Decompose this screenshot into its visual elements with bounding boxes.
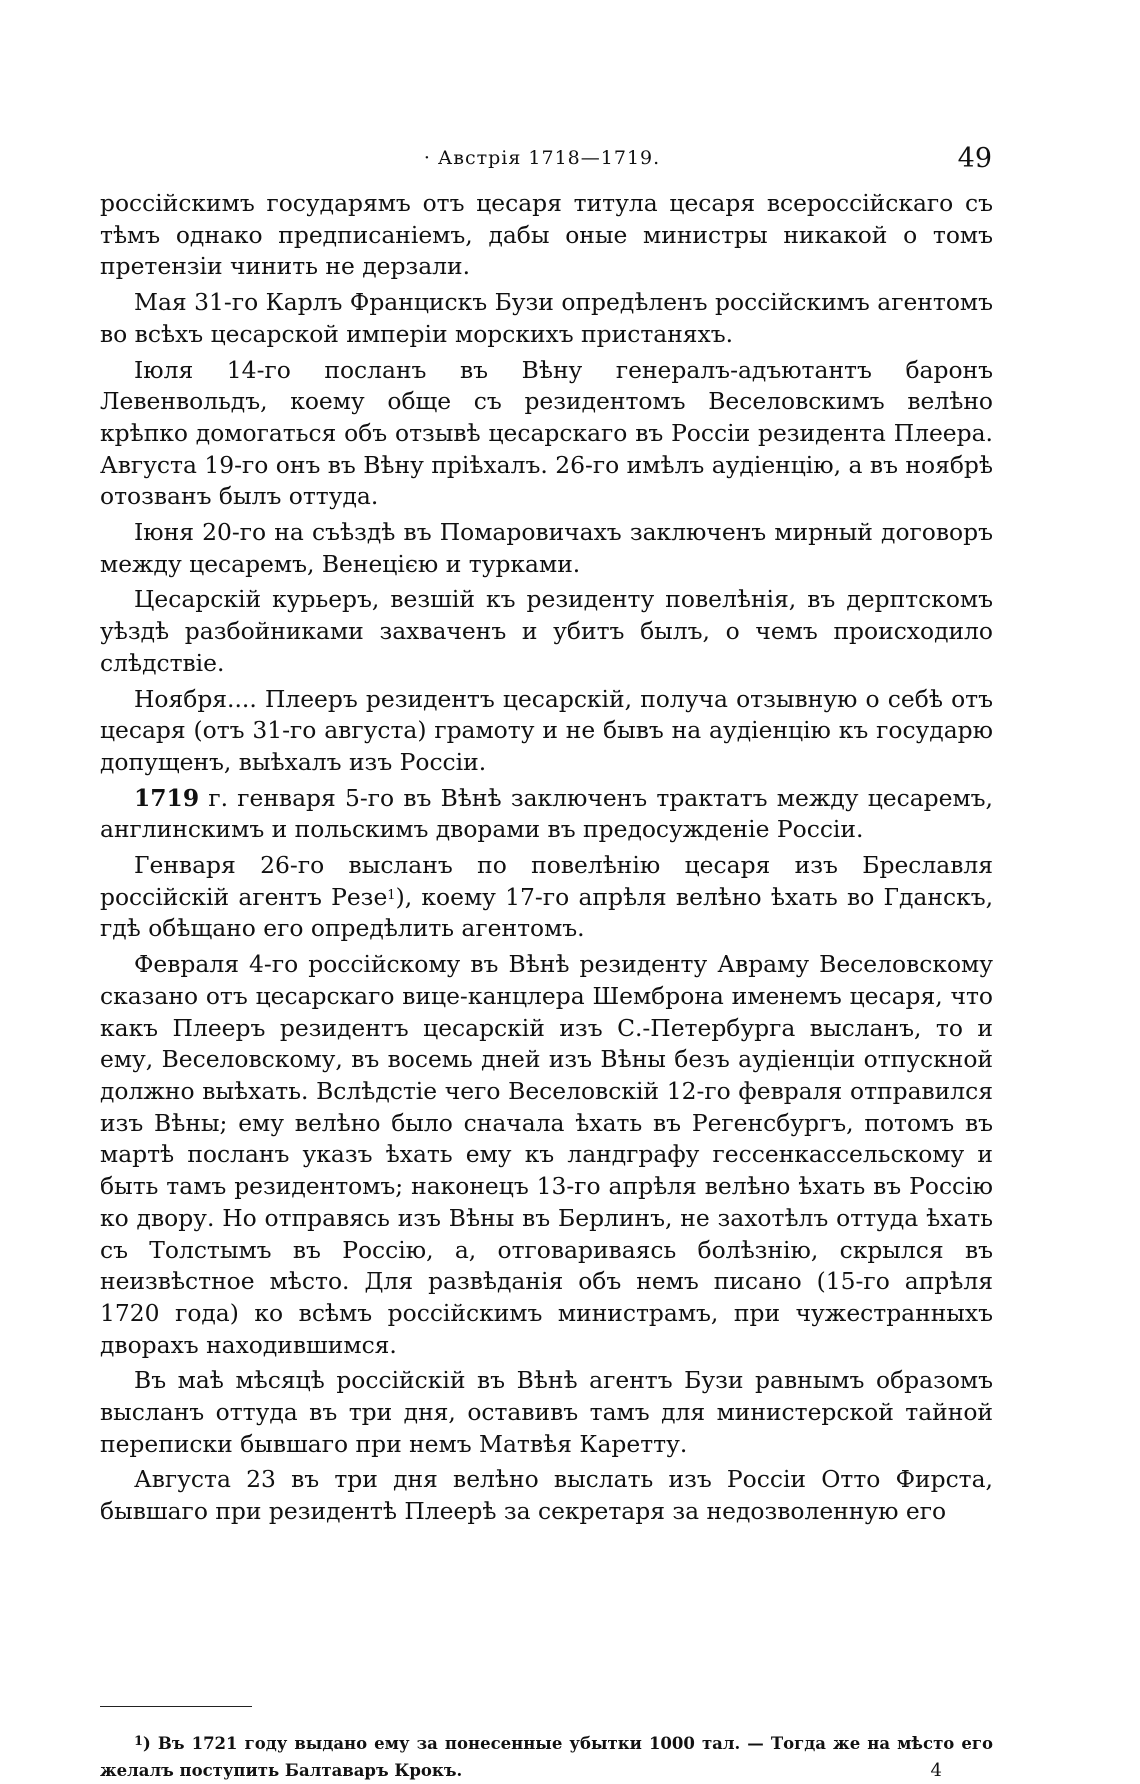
paragraph: Мая 31-го Карлъ Францискъ Бузи опредѣленъ россійскимъ агентомъ во всѣхъ цесарской имперіи морскихъ пристаняхъ. [100, 288, 993, 348]
page-number: 49 [957, 143, 992, 174]
signature-mark: 4 [930, 1760, 942, 1781]
paragraph: Августа 23 въ три дня велѣно выслать изъ Россіи Отто Фирста, бывшаго при резидентѣ Плеерѣ за секретаря за недозволенную его [100, 1465, 993, 1526]
paragraph: россійскимъ государямъ отъ цесаря титула цесаря всероссійскаго съ тѣмъ однако предписаніемъ, дабы оные министры никакой о томъ претензіи чинить не дерзали. [100, 189, 993, 281]
paragraph-text: ), коему 17-го апрѣля велѣно ѣхать во Гданскъ, гдѣ обѣщано его опредѣлить агентомъ. [100, 882, 994, 943]
year-label: 1719 [134, 783, 200, 812]
running-title: · Австрія 1718—1719. [423, 147, 661, 169]
paragraph-1719 [100, 783, 993, 846]
paragraph: Іюля 14-го посланъ въ Вѣну генералъ-адъютантъ баронъ Левенвольдъ, коему обще съ резидентомъ Веселовскимъ велѣно крѣпко домогаться объ отзывѣ цесарскаго въ Россіи резидента Плеера. Августа 19-го онъ въ Вѣну пріѣхалъ. 26-го имѣлъ аудіенцію, а въ ноябрѣ отозванъ былъ оттуда. [100, 355, 993, 511]
paragraph: Въ маѣ мѣсяцѣ россійскій въ Вѣнѣ агентъ Бузи равнымъ образомъ высланъ оттуда въ три дня, оставивъ тамъ для министерской тайной переписки бывшаго при немъ Матвѣя Каретту. [100, 1366, 993, 1458]
page-header [92, 143, 992, 183]
paragraph: Іюня 20-го на съѣздѣ въ Помаровичахъ заключенъ мирный договоръ между цесаремъ, Венецією и турками. [100, 518, 993, 578]
paragraph: Февраля 4-го россійскому въ Вѣнѣ резиденту Авраму Веселовскому сказано отъ цесарскаго вице-канцлера Шемброна именемъ цесаря, что какъ Плееръ резидентъ цесарскій изъ С.-Петербурга высланъ, то и ему, Веселовскому, въ восемь дней изъ Вѣны безъ аудіенціи отпускной должно выѣхать. Вслѣдстіе чего Веселовскій 12-го февраля отправился изъ Вѣны; ему велѣно было сначала ѣхать въ Регенсбургъ, потомъ въ мартѣ посланъ указъ ѣхать ему къ ландграфу гессенкассельскому и быть тамъ резидентомъ; наконецъ 13-го апрѣля велѣно ѣхать въ Россію ко двору. Но отправясь изъ Вѣны въ Берлинъ, не захотѣлъ оттуда ѣхать съ Толстымъ въ Россію, а, отговариваясь болѣзнію, скрылся въ неизвѣстное мѣсто. Для развѣданія объ немъ писано (15-го апрѣля 1720 года) ко всѣмъ россійскимъ министрамъ, при чужестранныхъ дворахъ находившимся. [100, 950, 993, 1359]
paragraph-text: Генваря 26-го высланъ по повелѣнію цесаря изъ Бреславля россійскій агентъ Резе [100, 851, 993, 911]
paragraph: Цесарскій курьеръ, везшій къ резиденту повелѣнія, въ дерптскомъ уѣздѣ разбойниками захваченъ и убитъ былъ, о чемъ происходило слѣдствіе. [100, 585, 993, 677]
footnote-text: ) Въ 1721 году выдано ему за понесенные убытки 1000 тал. — Тогда же на мѣсто его желалъ поступить Балтаваръ Крокъ. [100, 1734, 993, 1780]
paragraph-reze [100, 850, 993, 945]
paragraph-text: г. генваря 5-го въ Вѣнѣ заключенъ трактатъ между цесаремъ, англинскимъ и польскимъ дворами въ предосужденіе Россіи. [100, 783, 993, 844]
footnote-mark: 1 [134, 1734, 144, 1749]
footnote-mark: 1 [387, 887, 396, 903]
body-text [100, 188, 993, 1532]
footnote-rule [100, 1706, 252, 1707]
footnote [100, 1730, 993, 1784]
paragraph: Ноября.... Плееръ резидентъ цесарскій, получа отзывную о себѣ отъ цесаря (отъ 31-го августа) грамоту и не бывъ на аудіенцію къ государю допущенъ, выѣхалъ изъ Россіи. [100, 684, 993, 776]
